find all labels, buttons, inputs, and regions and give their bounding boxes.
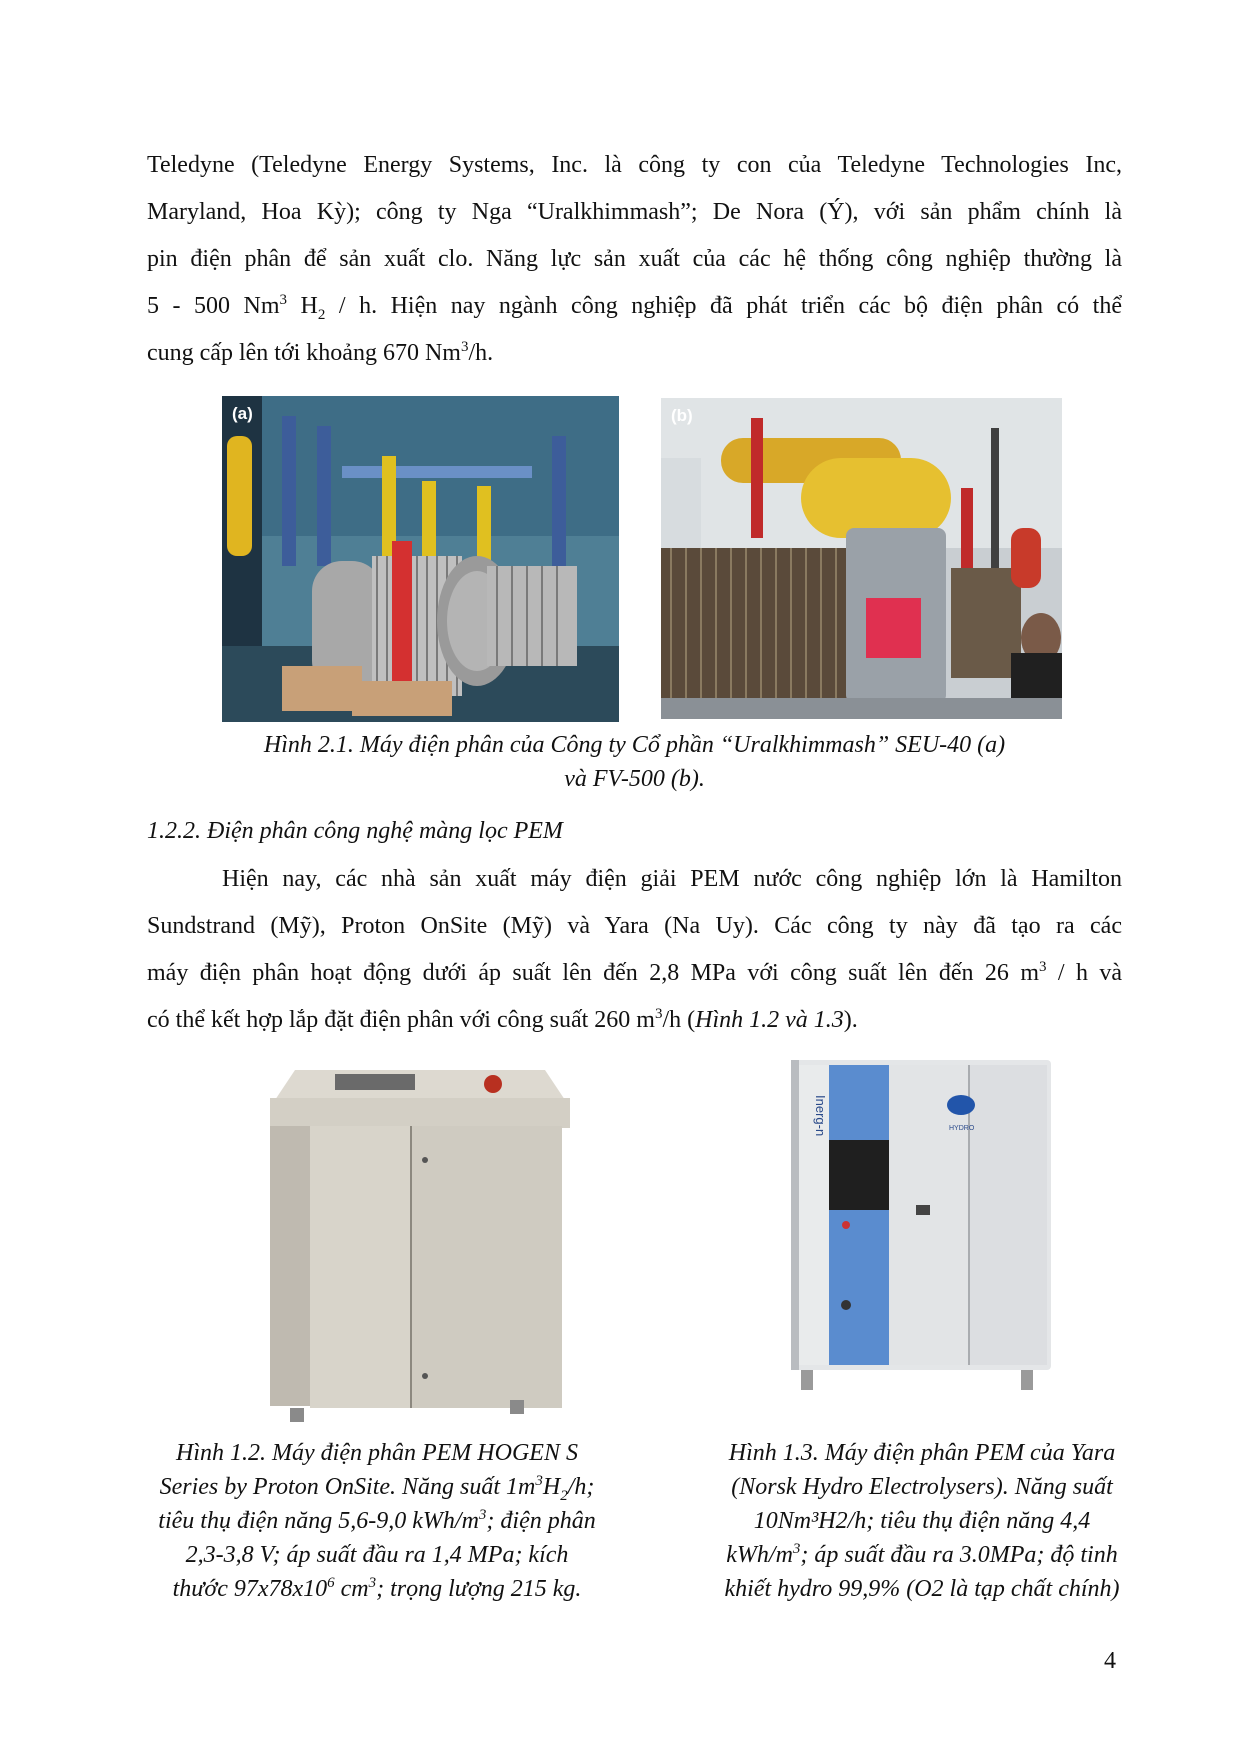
figure-2-1-caption-line-1: Hình 2.1. Máy điện phân của Công ty Cổ phần “Uralkhimmash” SEU-40 (a) — [263, 732, 1006, 758]
uralkhimmash-electrolyser-fv500-illustration — [661, 398, 1062, 719]
figure-1-2-photo — [255, 1060, 577, 1438]
figure-2-1b-photo — [661, 398, 1062, 719]
paragraph-1-line-3: pin điện phân để sản xuất clo. Năng lực sản xuất của các hệ thống công nghiệp thường là — [147, 246, 1122, 272]
paragraph-1-line-4: 5 - 500 Nm$^3$ $H_2$ / h. Hiện nay ngành công nghiệp đã phát triển các bộ điện phân có thể — [147, 292, 1122, 323]
hydro-electrolyser-illustration — [766, 1055, 1068, 1395]
figure-2-1a-photo — [222, 396, 619, 722]
paragraph-2-line-1: Hiện nay, các nhà sản xuất máy điện giải PEM nước công nghiệp lớn là Hamilton — [222, 866, 1122, 892]
paragraph-1-line-5: cung cấp lên tới khoảng 670 Nm$^3$/h. — [147, 339, 494, 366]
paragraph-1 — [147, 142, 1122, 377]
figure-2-1-caption-line-2: và FV-500 (b). — [564, 766, 705, 792]
uralkhimmash-electrolyser-seu40-illustration — [222, 396, 619, 722]
figure-2-1-caption — [147, 728, 1122, 796]
paragraph-2-line-4: có thể kết hợp lắp đặt điện phân với công suất 260 $m^3/h$ (Hình 1.2 và 1.3). — [147, 1006, 858, 1033]
paragraph-1-line-2: Maryland, Hoa Kỳ); công ty Nga “Uralkhimmash”; De Nora (Ý), với sản phẩm chính là — [147, 199, 1122, 225]
paragraph-1-line-1: Teledyne (Teledyne Energy Systems, Inc. là công ty con của Teledyne Technologies Inc, — [147, 152, 1122, 178]
paragraph-2-line-3: máy điện phân hoạt động dưới áp suất lên đến 2,8 MPa với công suất lên đến 26 $m^3$ / h và — [147, 959, 1122, 986]
device-brand-text: Inerg-n — [813, 1095, 828, 1137]
figure-1-3-caption: Hình 1.3. Máy điện phân PEM của Yara (Norsk Hydro Electrolysers). Năng suất 10Nm³H2/h; tiêu thụ điện năng 4,4 kWh/$m^3$; áp suất đầu ra 3.0MPa; độ tinh khiết hydro 99,9% (O2 là tạp chất chính) — [724, 1440, 1120, 1602]
section-heading: 1.2.2. Điện phân công nghệ màng lọc PEM — [147, 818, 563, 844]
paragraph-2 — [147, 856, 1122, 1044]
figure-label-b: (b) — [671, 406, 693, 425]
paragraph-2-line-2: Sundstrand (Mỹ), Proton OnSite (Mỹ) và Yara (Na Uy). Các công ty này đã tạo ra các — [147, 913, 1122, 939]
figure-label-a: (a) — [232, 404, 253, 423]
hogen-s-electrolyser-illustration — [255, 1060, 577, 1438]
figure-1-2-caption: Hình 1.2. Máy điện phân PEM HOGEN S Series by Proton OnSite. Năng suất $1m^3H_2/h$; tiêu thụ điện năng 5,6-9,0 kWh/$m^3$; điện phân 2,3-3,8 V; áp suất đầu ra 1,4 MPa; kích thước $97x78x10^6$ $cm^3$; trọng lượng 215 kg. — [158, 1440, 596, 1602]
page-number: 4 — [1104, 1648, 1116, 1674]
figure-1-3-photo — [766, 1055, 1068, 1395]
device-logo-text: HYDRO — [949, 1125, 975, 1132]
